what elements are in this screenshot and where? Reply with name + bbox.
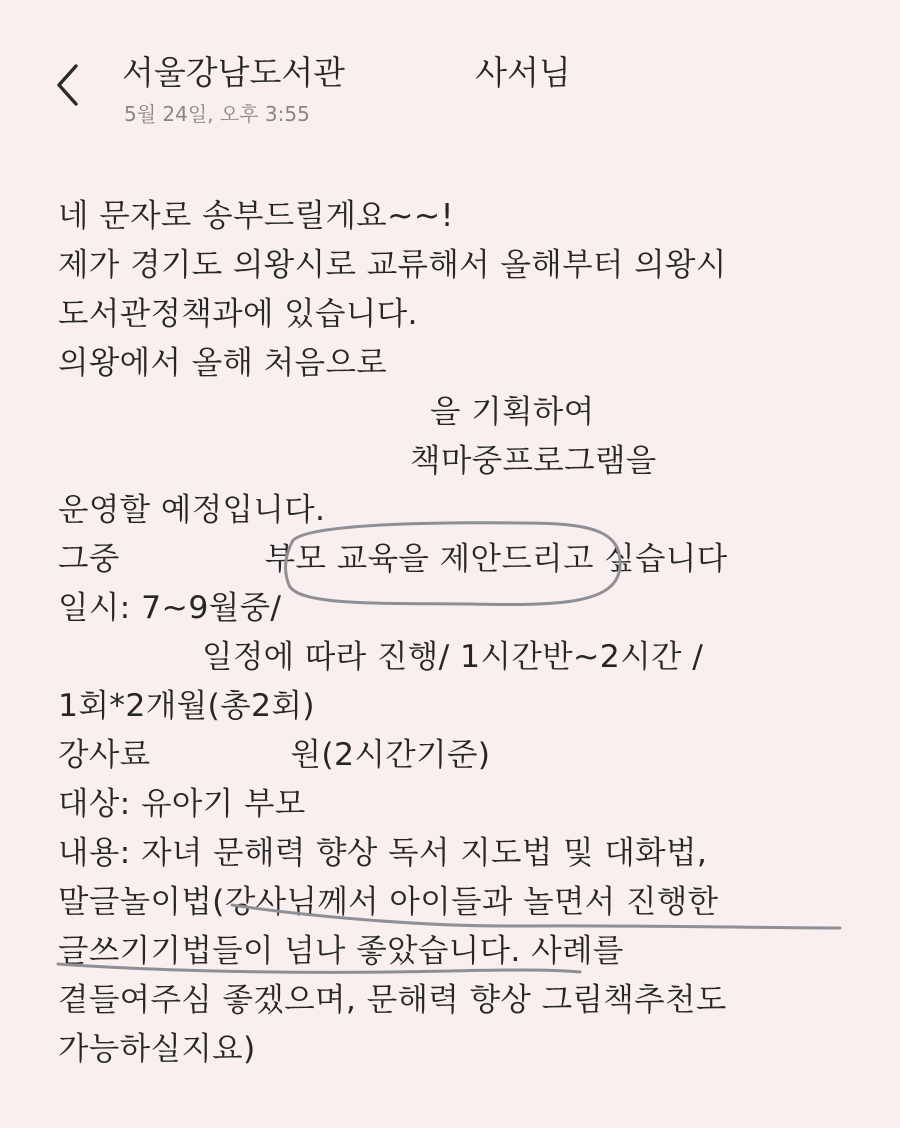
- sender-name-prefix: 서울강남도서관: [122, 52, 346, 92]
- message-line: 네 문자로 송부드릴게요~~!: [58, 198, 454, 234]
- message-fragment: 그중: [58, 541, 120, 577]
- message-fragment: 일정에 따라 진행/ 1시간반~2시간 /: [202, 639, 704, 675]
- message-line: [58, 437, 878, 486]
- sender-name: [122, 46, 571, 94]
- message-line: 대상: 유아기 부모: [58, 786, 306, 822]
- message-fragment: 책마중프로그램을: [410, 443, 657, 479]
- message-line: [58, 633, 878, 682]
- message-body: [58, 192, 878, 1074]
- message-line: 곁들여주심 좋겠으며, 문해력 향상 그림책추천도: [58, 982, 727, 1018]
- message-line: 1회*2개월(총2회): [58, 688, 315, 724]
- message-line: [58, 731, 878, 780]
- message-line: 도서관정책과에 있습니다.: [58, 296, 418, 332]
- back-button[interactable]: [50, 60, 90, 110]
- message-line: 가능하실지요): [58, 1031, 256, 1067]
- redacted-name: [345, 52, 475, 88]
- sender-name-suffix: 사서님: [475, 52, 571, 92]
- message-line: 제가 경기도 의왕시로 교류해서 올해부터 의왕시: [58, 247, 727, 283]
- message-fragment: 강사료: [58, 737, 151, 773]
- message-line: 내용: 자녀 문해력 향상 독서 지도법 및 대화법,: [58, 835, 708, 871]
- message-line: 운영할 예정입니다.: [58, 492, 326, 528]
- message-fragment: 원(2시간기준): [290, 737, 491, 773]
- message-timestamp: 5월 24일, 오후 3:55: [124, 102, 310, 126]
- message-line: [58, 535, 878, 584]
- message-line: 일시: 7~9월중/: [58, 590, 282, 626]
- message-fragment: 부모 교육을 제안드리고 싶습니다: [264, 541, 728, 577]
- conversation-header: [0, 0, 900, 160]
- message-fragment: 을 기획하여: [430, 394, 595, 430]
- message-line: 말글놀이법(강사님께서 아이들과 놀면서 진행한: [58, 884, 719, 920]
- message-line: 글쓰기기법들이 넘나 좋았습니다. 사례를: [58, 933, 624, 969]
- chevron-left-icon: [50, 60, 90, 110]
- message-line: 의왕에서 올해 처음으로: [58, 345, 388, 381]
- message-line: [58, 388, 878, 437]
